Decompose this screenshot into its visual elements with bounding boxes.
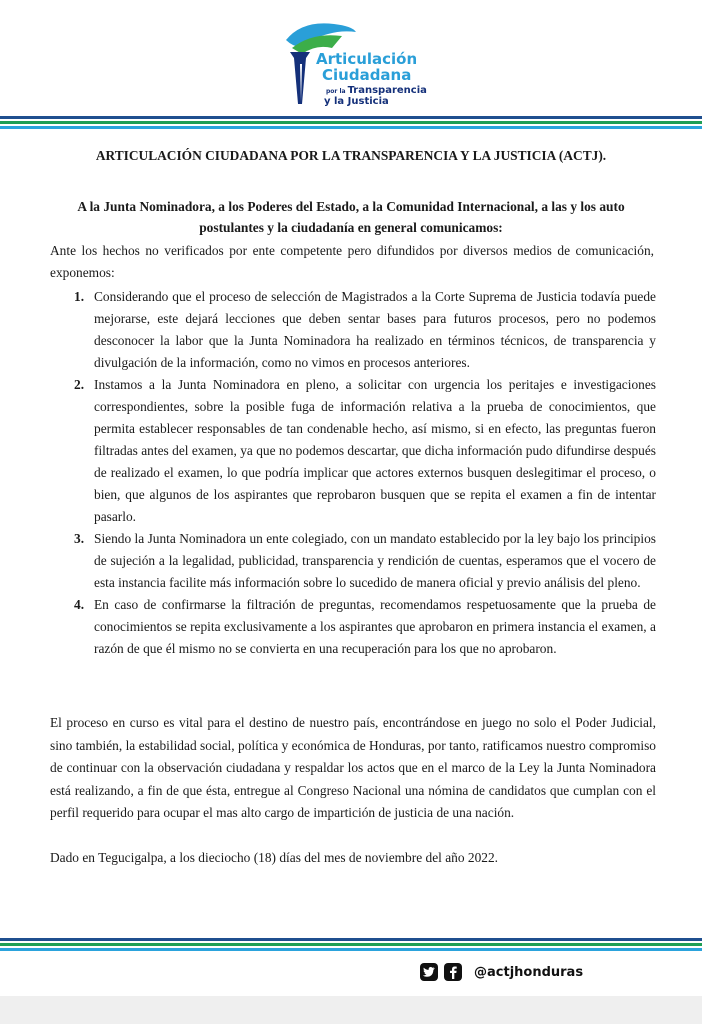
list-number: 4. [74, 597, 85, 612]
addressee [60, 196, 642, 238]
list-item [50, 286, 656, 374]
addressee-line2: postulantes y la ciudadanía en general comunicamos: [199, 220, 503, 235]
list-number: 2. [74, 377, 85, 392]
list-number: 1. [74, 289, 85, 304]
actj-logo [272, 18, 432, 110]
addressee-line1: A la Junta Nominadora, a los Poderes del Estado, a la Comunidad Internacional, a las y los auto [77, 199, 625, 214]
date-line: Dado en Tegucigalpa, a los dieciocho (18) días del mes de noviembre del año 2022. [50, 850, 499, 865]
logo-text-prefix: por la [326, 88, 346, 95]
closing-paragraph: El proceso en curso es vital para el destino de nuestro país, encontrándose en juego no solo el Poder Judicial, sino también, la estabilidad social, política y económica de Honduras, por tanto, ratificamos nuestro compromiso de continuar con la observación ciudadana y respaldar los actos que en el marco de la Ley la Junta Nominadora está realizando, a fin de que ésta, entregue al Congreso Nacional una nómina de candidatos que cumplan con el perfil requerido para ocupar el mas alto cargo de impartición de justicia de una nación. [50, 715, 656, 820]
logo-text-line1: Articulación [316, 50, 418, 68]
document-title: ARTICULACIÓN CIUDADANA POR LA TRANSPARENCIA Y LA JUSTICIA (ACTJ). [95, 148, 607, 163]
logo-text-line2: Ciudadana [322, 66, 412, 84]
logo-text-transparencia: Transparencia [347, 85, 427, 96]
twitter-icon[interactable] [420, 963, 438, 981]
header-stripes [0, 116, 702, 131]
list-text: Siendo la Junta Nominadora un ente colegiado, con un mandato establecido por la ley bajo los principios de sujeción a la legalidad, publicidad, transparencia y rendición de cuentas, esperamos que el vocero de esta instancia facilite más información sobre lo sucedido de manera oficial y previo análisis del pleno. [94, 531, 656, 590]
facebook-icon[interactable] [444, 963, 462, 981]
intro-paragraph: Ante los hechos no verificados por ente competente pero difundidos por diversos medios de comunicación, exponemos: [50, 243, 654, 280]
list-text: Instamos a la Junta Nominadora en pleno, a solicitar con urgencia los peritajes e investigaciones correspondientes, sobre la posible fuga de información relativa a la prueba de conocimientos, que permita establecer responsables de tan condenable hecho, así mismo, si en efecto, las preguntas fueron filtradas antes del examen, ya que no podemos descartar, que dicha información pudo difundirse después de realizado el examen, lo que podría implicar que actores externos busquen deslegitimar el proceso, o bien, que algunos de los aspirantes que reprobaron busquen que se repita el examen a fin de intentar pasarlo. [94, 377, 656, 524]
footer-band [0, 996, 702, 1024]
social-links [420, 960, 583, 984]
points-list [50, 286, 656, 660]
list-item [50, 374, 656, 528]
list-number: 3. [74, 531, 85, 546]
list-text: En caso de confirmarse la filtración de preguntas, recomendamos respetuosamente que la prueba de conocimientos se repita exclusivamente a los aspirantes que aprobaron en primera instancia el examen, a razón de que él mismo no se convierta en una recuperación para los que no aprobaron. [94, 597, 656, 656]
list-text: Considerando que el proceso de selección de Magistrados a la Corte Suprema de Justicia todavía puede mejorarse, este dejará lecciones que deben sentar bases para futuros procesos, pero no podemos desconocer la labor que la Junta Nominadora ha realizado en términos técnicos, de transparencia y divulgación de la información, como no vimos en procesos anteriores. [94, 289, 656, 370]
list-item [50, 594, 656, 660]
social-handle[interactable]: @actjhonduras [474, 964, 584, 980]
logo-text-line3 [326, 86, 427, 96]
logo-text-line4: y la Justicia [324, 96, 389, 107]
list-item [50, 528, 656, 594]
footer-stripes [0, 938, 702, 953]
